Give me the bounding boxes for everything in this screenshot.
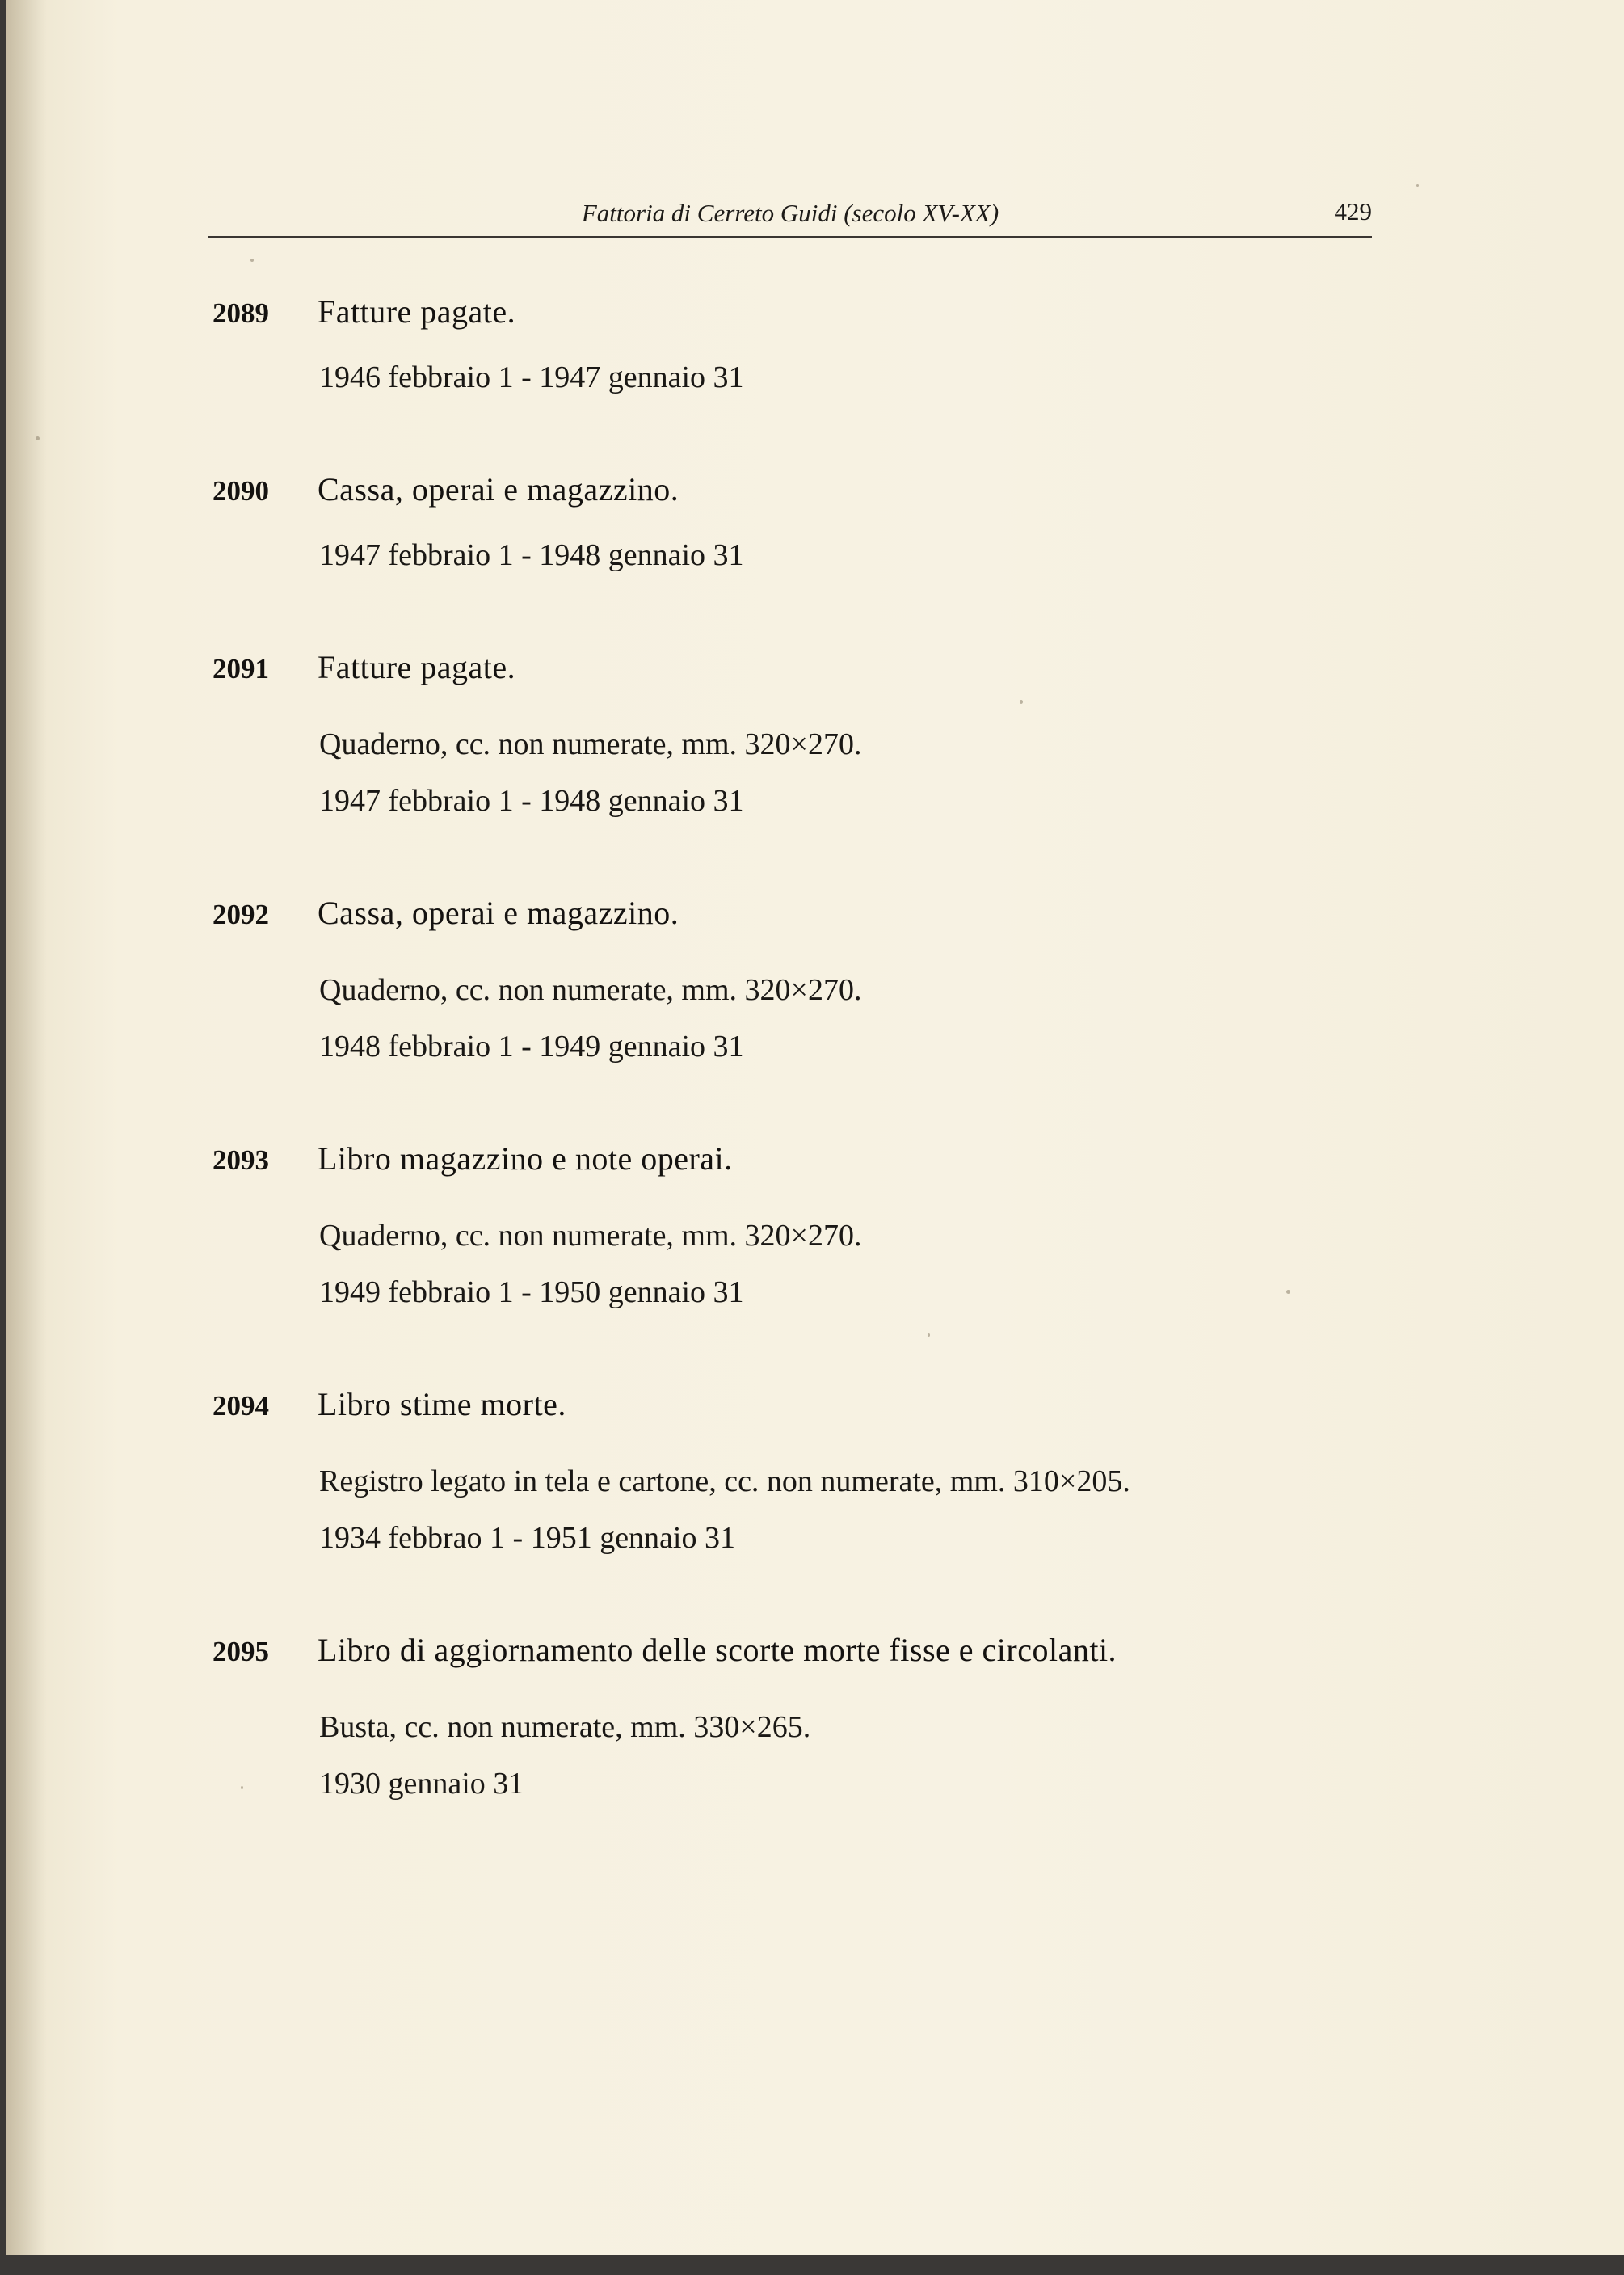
paper-speck [36,436,40,440]
book-page [6,0,1624,2255]
inventory-entry [212,1385,1424,1566]
inventory-entries [212,293,1424,1877]
paper-speck [928,1333,930,1337]
entry-title: Libro di aggiornamento delle scorte morte fisse e circolanti. [318,1632,1117,1668]
entry-number: 2090 [212,475,269,507]
paper-speck [250,259,254,262]
entry-number: 2089 [212,297,269,329]
inventory-entry [212,293,1424,406]
entry-number: 2092 [212,899,269,930]
entry-description: Quaderno, cc. non numerate, mm. 320×270. [319,1219,862,1253]
entry-description: Registro legato in tela e cartone, cc. non numerate, mm. 310×205. [319,1464,1130,1498]
entry-date-range: 1934 febbrao 1 - 1951 gennaio 31 [319,1521,735,1555]
entry-number: 2094 [212,1390,269,1422]
entry-date-range: 1949 febbraio 1 - 1950 gennaio 31 [319,1275,744,1309]
inventory-entry [212,648,1424,829]
inventory-entry [212,894,1424,1075]
paper-speck [1020,700,1023,704]
paper-speck [241,1786,243,1789]
entry-date-range: 1946 febbraio 1 - 1947 gennaio 31 [319,360,744,394]
entry-number: 2093 [212,1144,269,1176]
entry-date-range: 1947 febbraio 1 - 1948 gennaio 31 [319,784,744,818]
entry-date-range: 1947 febbraio 1 - 1948 gennaio 31 [319,538,744,572]
page-number: 429 [1334,197,1372,225]
entry-date-range: 1948 febbraio 1 - 1949 gennaio 31 [319,1030,744,1064]
entry-date-range: 1930 gennaio 31 [319,1767,524,1801]
entry-title: Fatture pagate. [318,293,516,330]
header-rule [208,236,1372,238]
entry-description: Busta, cc. non numerate, mm. 330×265. [319,1710,811,1744]
inventory-entry [212,1631,1424,1812]
page-header [208,192,1372,241]
entry-title: Libro magazzino e note operai. [318,1140,733,1177]
entry-description: Quaderno, cc. non numerate, mm. 320×270. [319,973,862,1007]
inventory-entry [212,470,1424,583]
entry-title: Libro stime morte. [318,1386,566,1422]
paper-speck [1416,184,1419,187]
running-title: Fattoria di Cerreto Guidi (secolo XV-XX) [581,199,999,227]
inventory-entry [212,1140,1424,1321]
entry-title: Cassa, operai e magazzino. [318,471,679,508]
paper-speck [1286,1290,1290,1294]
entry-title: Cassa, operai e magazzino. [318,895,679,931]
entry-title: Fatture pagate. [318,649,516,685]
entry-description: Quaderno, cc. non numerate, mm. 320×270. [319,727,862,761]
entry-number: 2095 [212,1636,269,1667]
entry-number: 2091 [212,653,269,685]
page-gutter-shadow [6,0,47,2255]
